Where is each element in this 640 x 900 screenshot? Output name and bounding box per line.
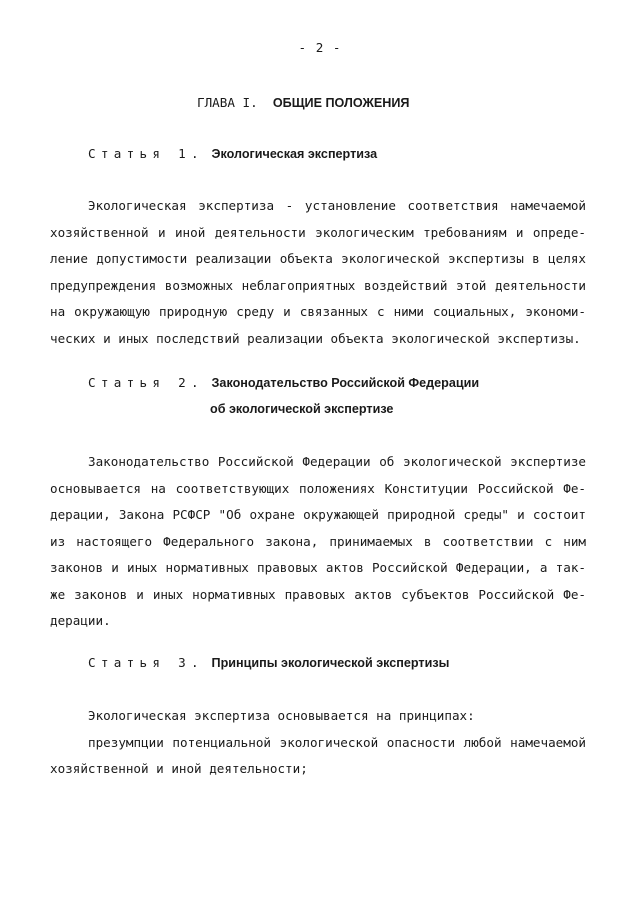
article-2-title-line-2: об экологической экспертизе — [210, 402, 394, 416]
text-line: дерации. — [50, 613, 111, 628]
article-2-title-line-1: Законодательство Российской Федерации — [211, 376, 480, 390]
chapter-heading — [197, 95, 409, 110]
article-1-title: Экологическая экспертиза — [211, 147, 378, 161]
text-line: хозяйственной и иной деятельности экологическим требованиям и опреде- — [50, 224, 586, 240]
article-3-title: Принципы экологической экспертизы — [211, 656, 450, 670]
text-line: Экологическая экспертиза основывается на принципах: — [88, 708, 475, 723]
text-line: ческих и иных последствий реализации объекта экологической экспертизы. — [50, 330, 581, 346]
article-2-heading — [88, 375, 479, 390]
article-2-label: Статья 2. — [88, 375, 204, 390]
article-1-heading — [88, 146, 377, 161]
text-line: из настоящего Федерального закона, принимаемых в соответствии с ним — [50, 533, 586, 549]
text-line: предупреждения возможных неблагоприятных воздействий этой деятельности — [50, 277, 586, 293]
article-3-text — [50, 703, 586, 783]
page-number: - 2 - — [298, 40, 342, 55]
text-line: Экологическая экспертиза - установление соответствия намечаемой — [88, 198, 586, 213]
text-line: хозяйственной и иной деятельности; — [50, 761, 308, 776]
article-3-label: Статья 3. — [88, 655, 204, 670]
article-1-text — [50, 193, 586, 352]
chapter-label: ГЛАВА I. — [197, 95, 258, 110]
text-line: презумпции потенциальной экологической опасности любой намечаемой — [88, 734, 586, 750]
text-line: же законов и иных нормативных правовых актов субъектов Российской Фе- — [50, 586, 586, 602]
text-line: Законодательство Российской Федерации об экологической экспертизе — [88, 454, 586, 469]
text-line: основывается на соответствующих положениях Конституции Российской Фе- — [50, 480, 586, 496]
text-line: законов и иных нормативных правовых актов Российской Федерации, а так- — [50, 560, 586, 575]
article-3-heading — [88, 655, 449, 670]
article-1-label: Статья 1. — [88, 146, 204, 161]
text-line: ление допустимости реализации объекта экологической экспертизы в целях — [50, 251, 586, 266]
article-2-text — [50, 449, 586, 635]
text-line: дерации, Закона РСФСР "Об охране окружающей природной среды" и состоит — [50, 507, 586, 522]
chapter-title: ОБЩИЕ ПОЛОЖЕНИЯ — [272, 96, 410, 110]
text-line: на окружающую природную среду и связанных с ними социальных, экономи- — [50, 304, 586, 319]
